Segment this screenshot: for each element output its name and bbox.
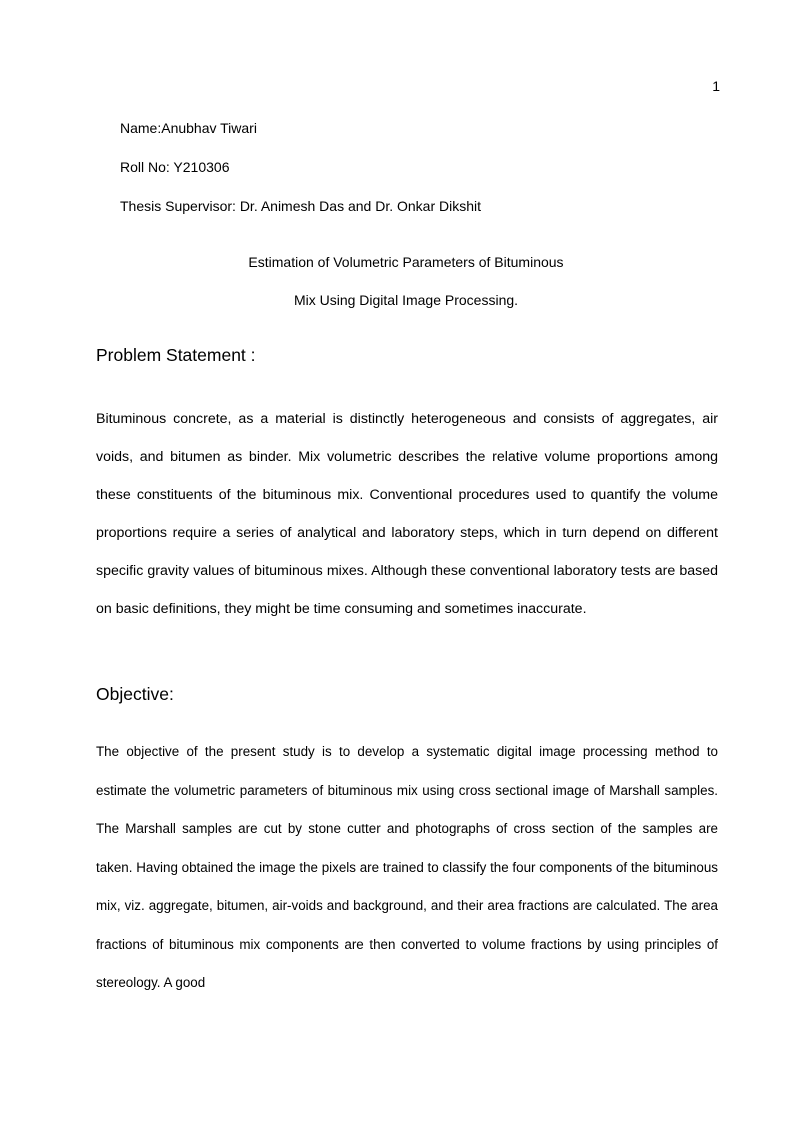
thesis-supervisor: Thesis Supervisor: Dr. Animesh Das and Dr. Onkar Dikshit [120,198,482,214]
objective-paragraph: The objective of the present study is to develop a systematic digital image processing method to estimate the volumetric parameters of bituminous mix using cross sectional image of Marshall samples. The Marshall samples are cut by stone cutter and photographs of cross section of the samples are taken. Having obtained the image the pixels are trained to classify the four components of the bituminous mix, viz. aggregate, bitumen, air-voids and background, and their area fractions are calculated. The area fractions of bituminous mix components are then converted to volume fractions by using principles of stereology. A good [96,744,718,990]
thesis-title-line-1: Estimation of Volumetric Parameters of Bituminous [248,254,564,270]
roll-number: Roll No: Y210306 [120,159,230,175]
problem-statement-paragraph: Bituminous concrete, as a material is distinctly heterogeneous and consists of aggregates, air voids, and bitumen as binder. Mix volumetric describes the relative volume proportions among these constituents of the bituminous mix. Conventional procedures used to quantify the volume proportions require a series of analytical and laboratory steps, which in turn depend on different specific gravity values of bituminous mixes. Although these conventional laboratory tests are based on basic definitions, they might be time consuming and sometimes inaccurate. [96,411,718,617]
problem-statement-heading: Problem Statement : [96,345,256,365]
page-number: 1 [712,78,720,94]
thesis-title-line-2: Mix Using Digital Image Processing. [293,292,519,308]
student-name: Name:Anubhav Tiwari [120,120,257,136]
objective-heading: Objective: [96,684,174,704]
